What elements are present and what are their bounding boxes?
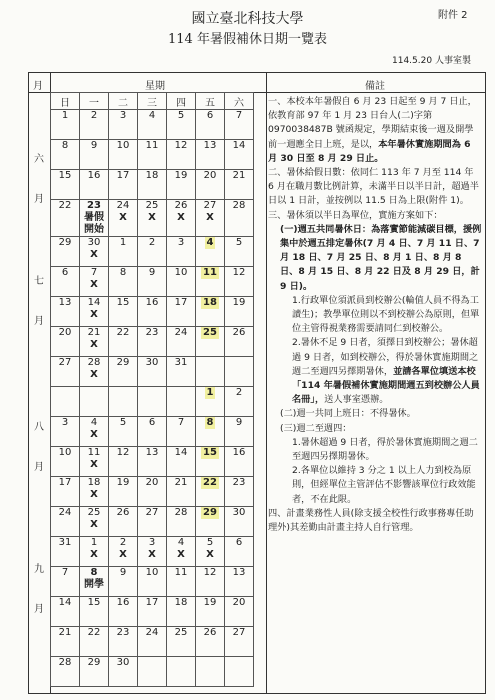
calendar-cell: 2 [80,110,109,140]
calendar-cell: 30 [225,507,254,537]
calendar-cell [109,387,138,417]
calendar-cell: 2 X [109,537,138,567]
note-1: 一、本校本年暑假自 6 月 23 日起至 9 月 7 日止，依教育部 97 年 1 月 23 日台人(二)字第 0970038487B 號函規定，學期結束後一週及開學前一週應全日上班，是以，本年暑休實施期間為 6 月 30 日至 8 月 29 日止。 [268,96,477,164]
weekday-header-3: 三 [138,93,167,110]
calendar-cell: 30 [138,357,167,387]
calendar-row [51,200,254,237]
calendar-cell: 7 [51,567,80,597]
calendar-cell: 22 [196,477,225,507]
note-3: 三、暑休須以半日為單位，實施方案如下： [268,209,443,221]
calendar-cell: 30 X [80,237,109,267]
calendar-cell: 20 [138,477,167,507]
calendar-cell: 16 [80,170,109,200]
calendar-row [51,627,254,657]
calendar-cell: 11 [138,140,167,170]
note-3-1-2: 2.暑休不足 9 日者，須擇日到校辦公；暑休超過 9 日者，如到校辦公，得於暑休實施期間之週二至週四另擇期暑休，並請各單位填送本校「114 年暑假補休實施期間週五到校辦公人員名冊」，送人事室憑辦。 [292,337,480,406]
calendar-cell: 8 [51,140,80,170]
calendar-cell: 4 [196,237,225,267]
month-july: 七 月 [34,276,44,327]
calendar-cell: 24 [167,327,196,357]
calendar-row [51,170,254,200]
month-september: 九 月 [34,564,44,615]
month-header: 月 [33,81,43,92]
issue-date: 114.5.20 人事室製 [392,56,471,66]
calendar-cell: 11 [167,567,196,597]
calendar-cell: 16 [225,447,254,477]
calendar-cell: 5 [109,417,138,447]
calendar-row [51,567,254,597]
calendar-cell [80,387,109,417]
calendar-cell: 1 [51,110,80,140]
calendar-cell: 10 [109,140,138,170]
calendar-cell: 29 [109,357,138,387]
calendar-row [51,597,254,627]
calendar-cell: 2 [225,387,254,417]
calendar-table [50,92,254,687]
calendar-cell: 5 X [196,537,225,567]
calendar-cell: 8 開學 [80,567,109,597]
calendar-cell: 20 [196,170,225,200]
weekday-header-1: 一 [80,93,109,110]
calendar-cell: 17 [167,297,196,327]
calendar-cell: 9 [109,567,138,597]
calendar-row [51,417,254,447]
calendar-cell: 15 [109,297,138,327]
calendar-cell: 25 [196,327,225,357]
note-3-3: (三)週二至週四： [280,422,352,434]
calendar-cell: 13 [138,447,167,477]
calendar-row [51,267,254,297]
calendar-cell: 10 [51,447,80,477]
calendar-cell: 5 [167,110,196,140]
remarks-block [268,95,482,535]
calendar-cell: 7 [167,417,196,447]
calendar-cell [167,387,196,417]
remarks-divider [266,72,267,694]
calendar-row [51,447,254,477]
calendar-cell: 19 [109,477,138,507]
calendar-cell: 11 [196,267,225,297]
calendar-cell: 3 [167,237,196,267]
calendar-cell: 19 [225,297,254,327]
calendar-cell: 17 [138,597,167,627]
calendar-cell: 10 [138,567,167,597]
calendar-cell: 22 [51,200,80,237]
calendar-cell: 4 X [80,417,109,447]
calendar-cell: 15 [80,597,109,627]
calendar-cell: 16 [109,597,138,627]
calendar-cell: 12 [109,447,138,477]
note-4: 四、計畫業務性人員(除支援全校性行政事務專任助理外)其差勤由計畫主持人自行管理。 [268,507,474,534]
weekday-header-6: 六 [225,93,254,110]
calendar-cell: 3 [109,110,138,140]
note-3-3-1: 1.暑休超過 9 日者，得於暑休實施期間之週二至週四另擇期暑休。 [292,436,478,463]
calendar-cell: 7 [225,110,254,140]
calendar-cell: 22 [80,627,109,657]
calendar-cell: 27 [51,357,80,387]
calendar-row [51,477,254,507]
calendar-cell: 18 [138,170,167,200]
calendar-row [51,357,254,387]
calendar-cell: 13 [225,567,254,597]
month-august: 八 月 [34,422,44,473]
calendar-cell: 14 [51,597,80,627]
calendar-cell: 26 [196,627,225,657]
calendar-cell: 20 [225,597,254,627]
calendar-cell: 18 [167,597,196,627]
calendar-cell: 12 [196,567,225,597]
remarks-header: 備註 [365,81,385,92]
weekday-header-4: 四 [167,93,196,110]
calendar-cell: 23 [225,477,254,507]
calendar-row [51,140,254,170]
calendar-cell: 12 [225,267,254,297]
calendar-cell: 14 X [80,297,109,327]
calendar-cell: 24 X [109,200,138,237]
calendar-cell: 30 [109,657,138,687]
document-title: 114 年暑假補休日期一覽表 [168,32,327,47]
calendar-row [51,327,254,357]
calendar-cell: 28 [225,200,254,237]
weekday-header-0: 日 [51,93,80,110]
note-3-1-1: 1.行政單位須派員到校辦公(輪值人員不得為工讀生)；教學單位則以不到校辦公為原則，但單位主管得視業務需要請同仁到校辦公。 [292,294,480,335]
calendar-cell: 25 X [80,507,109,537]
calendar-cell: 28 X [80,357,109,387]
calendar-cell: 15 [51,170,80,200]
calendar-cell: 13 [196,140,225,170]
calendar-cell: 29 [80,657,109,687]
calendar-cell: 11 X [80,447,109,477]
calendar-cell: 29 [51,237,80,267]
note-3-1: (一)週五共同暑休日：為落實節能減碳目標，援例集中於週五排定暑休(7 月 4 日、7 月 11 日、7 月 18 日、7 月 25 日、8 月 1 日、8 月 8 日、8 月 15 日、8 月 22 日及 8 月 29 日，計 9 日)。 [280,223,482,292]
calendar-cell: 8 [196,417,225,447]
calendar-cell: 14 [167,447,196,477]
calendar-cell [225,357,254,387]
calendar-cell [196,657,225,687]
calendar-row [51,537,254,567]
calendar-cell: 4 X [167,537,196,567]
calendar-row [51,387,254,417]
calendar-cell: 31 [167,357,196,387]
calendar-cell: 27 X [196,200,225,237]
calendar-cell: 24 [51,507,80,537]
calendar-cell: 6 [196,110,225,140]
calendar-cell: 1 X [80,537,109,567]
calendar-cell [167,657,196,687]
calendar-cell: 16 [138,297,167,327]
calendar-cell [225,657,254,687]
calendar-cell: 21 [225,170,254,200]
calendar-cell: 2 [138,237,167,267]
weekday-header: 星期 [145,81,165,92]
month-june: 六 月 [34,154,44,205]
calendar-cell: 26 [225,327,254,357]
weekday-header-5: 五 [196,93,225,110]
calendar-cell: 19 [196,597,225,627]
calendar-cell: 6 [225,537,254,567]
calendar-cell: 27 [138,507,167,537]
calendar-cell: 26 X [167,200,196,237]
calendar-cell: 5 [225,237,254,267]
calendar-cell: 17 [109,170,138,200]
calendar-cell: 14 [225,140,254,170]
calendar-cell: 24 [138,627,167,657]
weekday-header-2: 二 [109,93,138,110]
calendar-cell: 25 X [138,200,167,237]
calendar-cell: 22 [109,327,138,357]
calendar-cell: 25 [167,627,196,657]
calendar-cell [138,657,167,687]
calendar-cell: 21 X [80,327,109,357]
calendar-cell: 9 [80,140,109,170]
calendar-cell: 31 [51,537,80,567]
calendar-cell: 6 [138,417,167,447]
note-3-3-2: 2.各單位以維持 3 分之 1 以上人力到校為原則，但經單位主管評估不影響該單位行政效能者，不在此限。 [292,465,476,505]
calendar-cell: 1 [196,387,225,417]
calendar-row [51,110,254,140]
calendar-cell: 23 [138,327,167,357]
calendar-cell: 12 [167,140,196,170]
calendar-cell: 28 [167,507,196,537]
calendar-cell: 9 [225,417,254,447]
calendar-row [51,657,254,687]
calendar-cell: 27 [225,627,254,657]
calendar-cell: 8 [109,267,138,297]
calendar-cell: 29 [196,507,225,537]
calendar-row [51,297,254,327]
calendar-cell: 21 [167,477,196,507]
calendar-cell [51,387,80,417]
calendar-cell: 23 [109,627,138,657]
calendar-cell: 28 [51,657,80,687]
calendar-cell: 23 暑假 開始 [80,200,109,237]
calendar-cell: 26 [109,507,138,537]
calendar-cell [196,357,225,387]
calendar-cell: 20 [51,327,80,357]
university-title: 國立臺北科技大學 [191,11,304,27]
note-3-2: (二)週一共同上班日：不得暑休。 [280,408,416,420]
calendar-cell: 13 [51,297,80,327]
calendar-cell: 6 [51,267,80,297]
calendar-row [51,507,254,537]
calendar-cell: 17 [51,477,80,507]
calendar-cell: 7 X [80,267,109,297]
note-2: 二、暑休給假日數：依同仁 113 年 7 月至 114 年 6 月在職月數比例計算，未滿半日以半日計，超過半日以 1 日計，並按例以 11.5 日為上限(附件 1)。 [268,167,479,207]
calendar-cell: 4 [138,110,167,140]
calendar-cell: 18 X [80,477,109,507]
calendar-cell: 9 [138,267,167,297]
calendar-cell [138,387,167,417]
calendar-row [51,237,254,267]
calendar-cell: 1 [109,237,138,267]
calendar-cell: 3 [51,417,80,447]
calendar-cell: 21 [51,627,80,657]
calendar-cell: 15 [196,447,225,477]
weekday-row [51,93,254,110]
calendar-cell: 19 [167,170,196,200]
calendar-cell: 18 [196,297,225,327]
calendar-cell: 10 [167,267,196,297]
calendar-cell: 3 X [138,537,167,567]
annex-label: 附件 2 [438,10,468,21]
